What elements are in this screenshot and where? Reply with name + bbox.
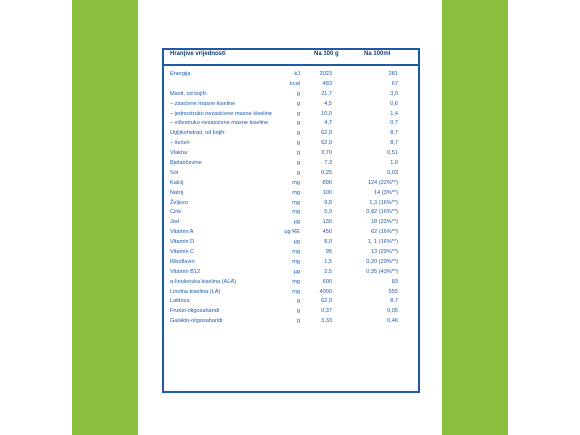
table-row <box>164 119 418 129</box>
row-unit: g <box>296 169 300 176</box>
row-name: Natrij <box>170 189 184 196</box>
row-unit: g <box>296 90 300 97</box>
header-name: Hranjive vrijednosti <box>170 51 226 57</box>
header-per-100ml: Na 100ml <box>364 51 391 57</box>
row-value-100ml: 8,7 <box>390 140 398 147</box>
table-row <box>164 169 418 179</box>
row-unit: g <box>296 130 300 137</box>
row-value-100g: 450 <box>322 229 332 236</box>
row-name: α-linolenska kiselina (ALA) <box>170 278 237 285</box>
row-value-100g: 4000 <box>319 288 332 295</box>
row-name: Vitamin C <box>170 249 195 256</box>
row-unit: g <box>296 100 300 107</box>
row-unit: g <box>296 110 300 117</box>
row-name: Vitamin B12 <box>170 268 201 275</box>
row-value-100g: 1,5 <box>324 258 332 265</box>
row-unit: mg <box>292 209 300 216</box>
row-name: Bjelančevine <box>170 160 202 167</box>
table-row <box>164 238 418 248</box>
row-value-100ml: 83 <box>391 278 398 285</box>
table-row <box>164 208 418 218</box>
row-value-100ml: 0,03 <box>387 169 398 176</box>
row-value-100g: 62,9 <box>321 298 332 305</box>
table-rows <box>164 70 418 327</box>
row-name: Cink <box>170 209 182 216</box>
row-value-100g: 2023 <box>319 71 332 77</box>
row-value-100g: 9,5 <box>324 199 332 206</box>
row-value-100ml: 18 (23%**) <box>370 219 398 226</box>
row-value-100ml: 8,7 <box>390 298 398 305</box>
row-value-100ml: 124 (22%**) <box>367 179 398 186</box>
table-row <box>164 159 418 169</box>
row-value-100ml: 555 <box>388 288 398 295</box>
table-row <box>164 149 418 159</box>
row-name: – šećeri <box>170 140 190 147</box>
row-value-100ml: 13 (29%**) <box>370 249 398 256</box>
row-value-100g: 0,37 <box>321 308 332 315</box>
row-name: – zasićene masne kiseline <box>170 100 236 107</box>
row-value-100ml: 67 <box>391 80 398 87</box>
row-value-100ml: 14 (3%**) <box>374 189 398 196</box>
row-unit: mg <box>292 278 300 285</box>
row-name: Željezo <box>170 199 189 206</box>
row-value-100g: 130 <box>322 219 332 226</box>
table-row <box>164 307 418 317</box>
table-row <box>164 110 418 120</box>
row-value-100g: 4,7 <box>324 120 332 127</box>
table-row <box>164 139 418 149</box>
row-name: Ugljikohidrati, od kojih: <box>170 130 226 137</box>
row-name: Laktoza <box>170 298 190 305</box>
row-value-100g: 600 <box>322 278 332 285</box>
table-row <box>164 228 418 238</box>
table-row <box>164 100 418 110</box>
table-row <box>164 297 418 307</box>
row-unit: g <box>296 318 300 325</box>
row-name: Linolna kiselina (LA) <box>170 288 221 295</box>
row-value-100g: 7,3 <box>324 160 332 167</box>
table-row <box>164 189 418 199</box>
row-value-100ml: 3,0 <box>390 90 398 97</box>
row-value-100ml: 1,3 (16%**) <box>369 199 398 206</box>
row-name: Riboflavin <box>170 258 195 265</box>
row-value-100g: 95 <box>325 249 332 256</box>
row-unit: mg <box>292 199 300 206</box>
header-per-100g: Na 100 g <box>314 51 339 57</box>
row-unit: g <box>296 140 300 147</box>
row-value-100ml: 281 <box>388 71 398 77</box>
row-value-100ml: 0,51 <box>387 150 398 157</box>
row-name: Energija <box>170 71 191 77</box>
row-value-100ml: 8,7 <box>390 130 398 137</box>
row-unit: g <box>296 160 300 167</box>
row-unit: g <box>296 308 300 315</box>
table-row <box>164 317 418 327</box>
table-row <box>164 258 418 268</box>
row-value-100g: 62,9 <box>321 130 332 137</box>
row-value-100g: 0,25 <box>321 169 332 176</box>
row-unit: mg <box>292 288 300 295</box>
row-unit: g <box>296 120 300 127</box>
row-unit: µg <box>293 219 300 226</box>
row-value-100g: 8,0 <box>324 239 332 246</box>
table-row <box>164 129 418 139</box>
row-unit: mg <box>292 249 300 256</box>
row-name: – jednostruko nezasićene masne kiseline <box>170 110 272 117</box>
right-green-band <box>442 0 508 435</box>
row-value-100g: 21,7 <box>321 90 332 97</box>
row-value-100ml: 62 (16%**) <box>370 229 398 236</box>
table-row <box>164 268 418 278</box>
row-unit: mg <box>292 179 300 186</box>
row-unit: µg <box>293 268 300 275</box>
left-green-band <box>72 0 138 435</box>
row-unit: kcal <box>290 80 300 87</box>
row-value-100ml: 0,05 <box>387 308 398 315</box>
row-value-100g: 5,9 <box>324 209 332 216</box>
row-name: Vitamin D <box>170 239 195 246</box>
table-row <box>164 90 418 100</box>
table-row <box>164 70 418 80</box>
table-row <box>164 248 418 258</box>
row-name: Jod <box>170 219 180 226</box>
row-value-100g: 890 <box>322 179 332 186</box>
row-name: – višestruko nezasićene masne kiseline <box>170 120 269 127</box>
row-value-100g: 3,33 <box>321 318 332 325</box>
row-unit: µg <box>293 239 300 246</box>
table-row <box>164 218 418 228</box>
row-value-100ml: 0,46 <box>387 318 398 325</box>
row-unit: mg <box>292 258 300 265</box>
row-value-100g: 100 <box>322 189 332 196</box>
row-value-100g: 10,0 <box>321 110 332 117</box>
row-value-100ml: 1,0 <box>390 160 398 167</box>
nutrition-table <box>162 48 420 393</box>
table-row <box>164 80 418 90</box>
row-value-100ml: 0,20 (29%**) <box>366 258 398 265</box>
row-value-100ml: 1, 1 (16%**) <box>367 239 398 246</box>
row-name: Vlakna <box>170 150 188 157</box>
row-value-100g: 3,70 <box>321 150 332 157</box>
table-row <box>164 278 418 288</box>
table-row <box>164 199 418 209</box>
row-value-100ml: 0,35 (43%**) <box>366 268 398 275</box>
row-unit: g <box>296 298 300 305</box>
table-header <box>164 50 418 66</box>
row-name: Kalcij <box>170 179 184 186</box>
row-value-100ml: 1,4 <box>390 110 398 117</box>
table-row <box>164 179 418 189</box>
row-name: Vitamin A <box>170 229 194 236</box>
row-name: Sol <box>170 169 179 176</box>
row-name: Masti, od kojih: <box>170 90 208 97</box>
row-name: Galakto-oligosaharidi <box>170 318 223 325</box>
row-value-100ml: 0,6 <box>390 100 398 107</box>
table-row <box>164 288 418 298</box>
row-name: Frukto-oligosaharidi <box>170 308 220 315</box>
row-unit: g <box>296 150 300 157</box>
row-value-100g: 2,5 <box>324 268 332 275</box>
row-unit: mg <box>292 189 300 196</box>
row-value-100g: 483 <box>322 80 332 87</box>
row-unit: kJ <box>294 71 300 77</box>
row-value-100ml: 0,82 (16%**) <box>366 209 398 216</box>
row-value-100ml: 0,7 <box>390 120 398 127</box>
row-value-100g: 62,9 <box>321 140 332 147</box>
row-unit: µg RE <box>284 229 300 236</box>
row-value-100g: 4,5 <box>324 100 332 107</box>
